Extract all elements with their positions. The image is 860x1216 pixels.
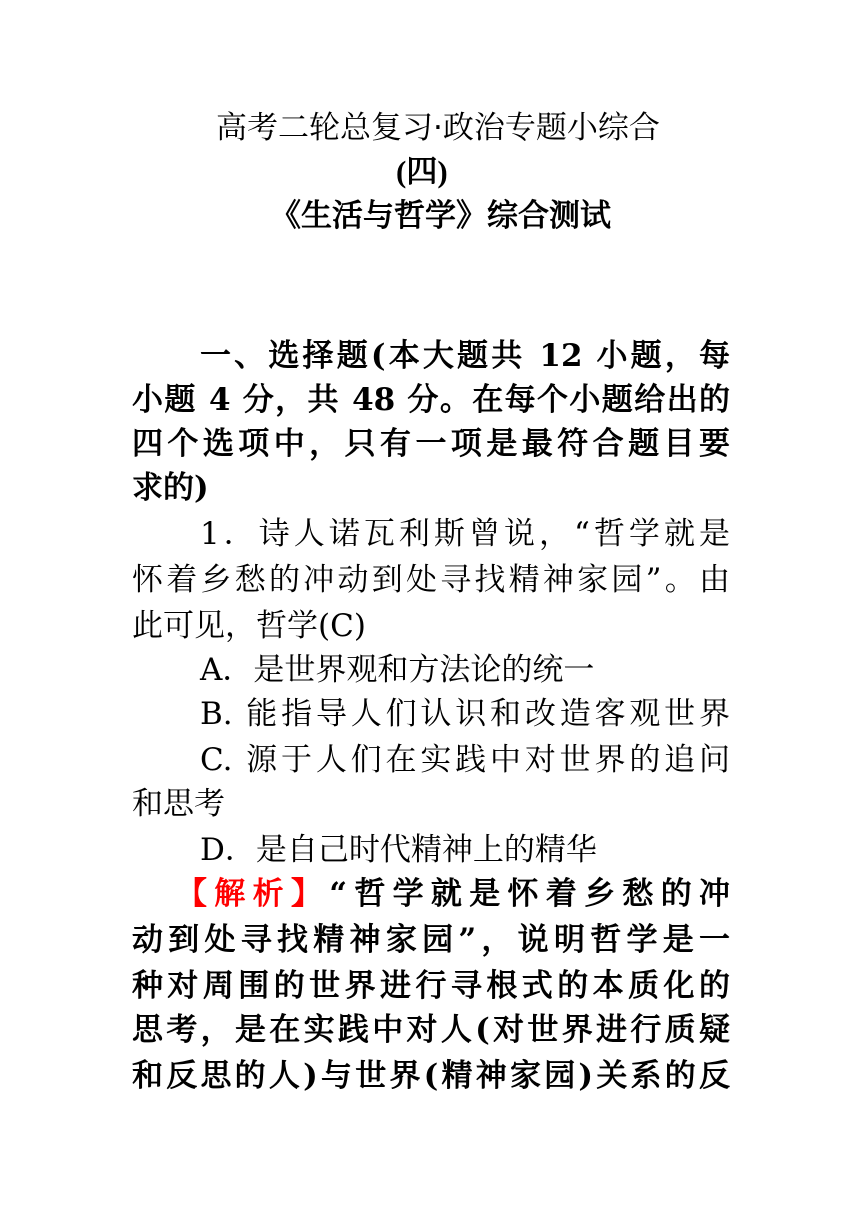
title-line-1: 高考二轮总复习·政治专题小综合: [216, 110, 660, 146]
title-line-2: (四): [396, 154, 448, 189]
analysis-line-3: 种对周围的世界进行寻根式的本质化的: [132, 968, 730, 1004]
section-instructions-1: (本大题共 12 小题，每: [370, 338, 730, 374]
section-instructions-3: 四个选项中，只有一项是最符合题目要: [132, 426, 730, 462]
section-instructions-2: 小题 4 分，共 48 分。在每个小题给出的: [132, 382, 730, 418]
option-c-2: 和思考: [132, 786, 225, 822]
analysis-line-5: 和反思的人)与世界(精神家园)关系的反: [132, 1058, 730, 1094]
question-stem-3: 此可见，哲学(C): [132, 608, 366, 644]
title-line-3: 《生活与哲学》综合测试: [270, 198, 611, 234]
question-stem-1: 1．诗人诺瓦利斯曾说，“哲学就是: [200, 516, 730, 552]
option-b: B. 能指导人们认识和改造客观世界: [200, 696, 730, 732]
question-stem-2: 怀着乡愁的冲动到处寻找精神家园”。由: [132, 562, 730, 598]
section-heading: 一、选择题: [200, 338, 371, 374]
analysis-line-2: 动到处寻找精神家园”，说明哲学是一: [132, 922, 730, 958]
option-c-1: C. 源于人们在实践中对世界的追问: [200, 742, 730, 778]
analysis-line-4: 思考，是在实践中对人(对世界进行质疑: [132, 1012, 730, 1048]
section-instructions-4: 求的): [132, 470, 209, 506]
option-a: A．是世界观和方法论的统一: [200, 652, 595, 688]
analysis-line-1: [176, 874, 730, 914]
analysis-text-1: “哲学就是怀着乡愁的冲: [329, 876, 730, 912]
option-d: D．是自己时代精神上的精华: [200, 832, 597, 868]
analysis-label: 【解析】: [176, 876, 330, 912]
section-heading-line: [200, 336, 730, 376]
